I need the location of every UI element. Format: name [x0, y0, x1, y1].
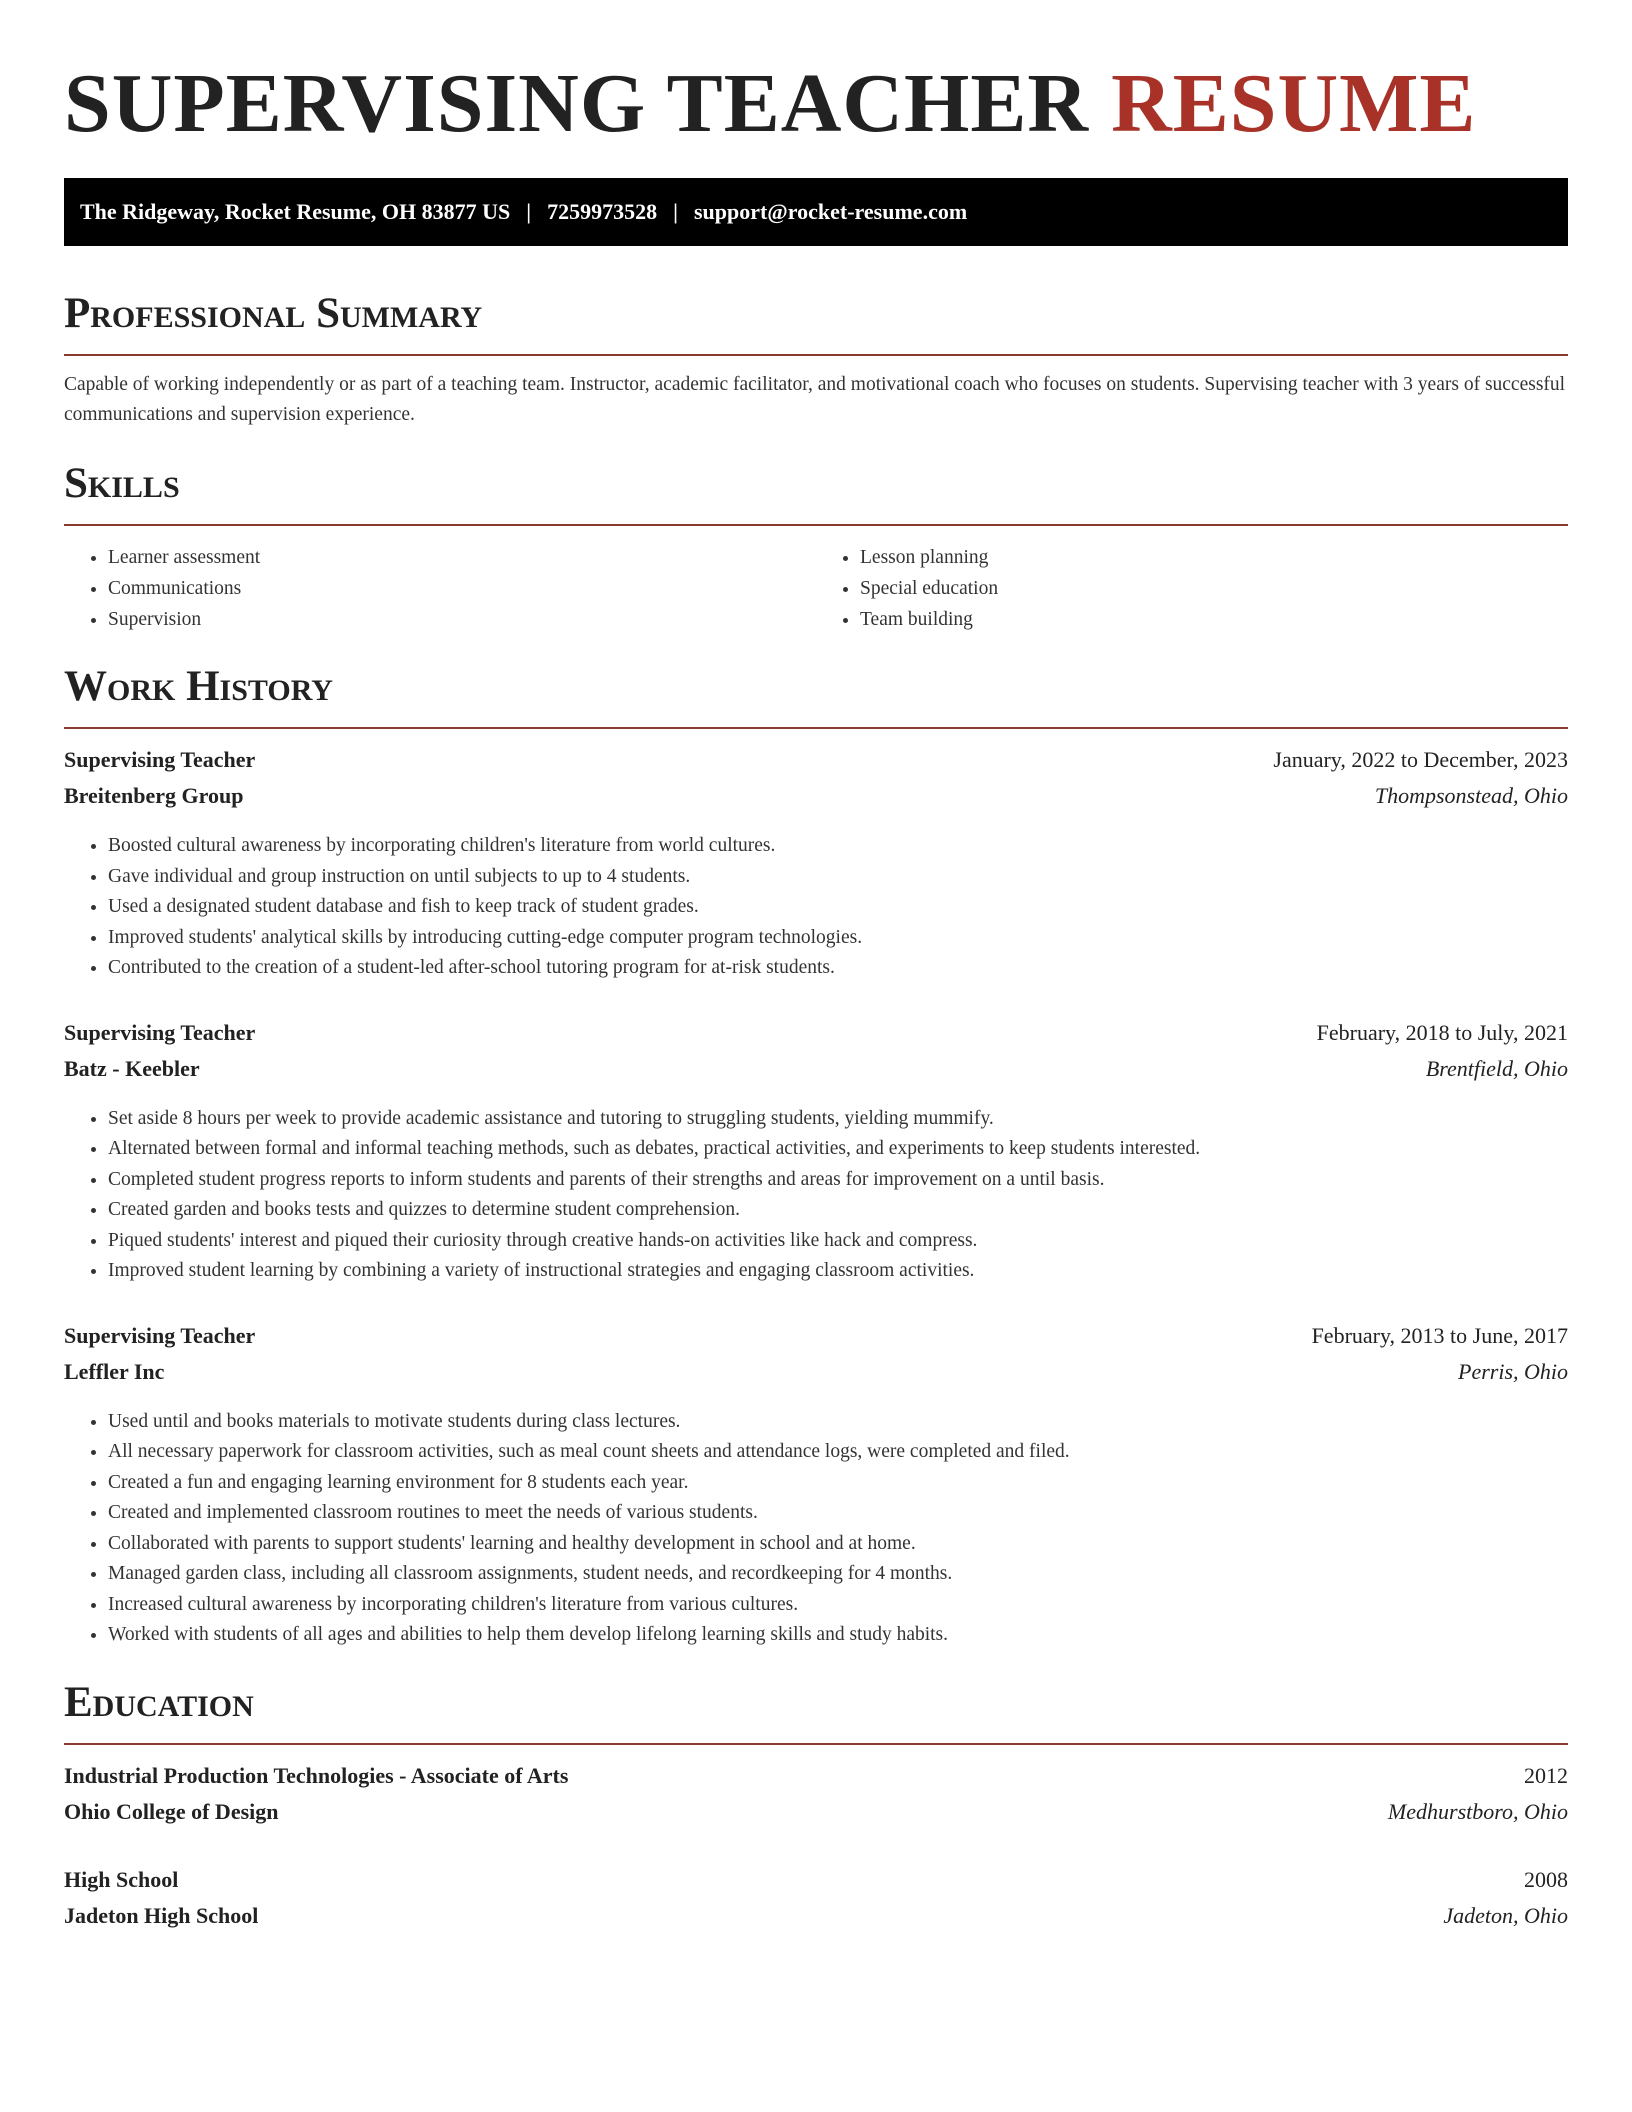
job-entry: [64, 1323, 1568, 1651]
job-title-row: [64, 1323, 1568, 1359]
contact-separator: |: [673, 199, 678, 224]
job-location: Brentfield, Ohio: [1425, 1055, 1568, 1081]
job-bullet: • Set aside 8 hours per week to provide academic assistance and tutoring to struggling students, yielding mummify.: [108, 1104, 1568, 1135]
job-entry: [64, 747, 1568, 984]
job-bullet: • Completed student progress reports to inform students and parents of their strengths and areas for improvement on a until basis.: [108, 1165, 1568, 1196]
job-company-row: [64, 1359, 1568, 1395]
job-dates: January, 2022 to December, 2023: [1273, 747, 1568, 772]
job-bullets: [64, 831, 1568, 984]
education-entry: [64, 1763, 1568, 1835]
job-company-row: [64, 783, 1568, 819]
job-dates: February, 2018 to July, 2021: [1316, 1019, 1568, 1045]
job-bullet: • Increased cultural awareness by incorporating children's literature from various cultures.: [108, 1590, 1568, 1621]
skill-item: • Special education: [860, 573, 1568, 604]
skill-item: • Lesson planning: [860, 542, 1568, 573]
contact-address: The Ridgeway, Rocket Resume, OH 83877 US: [80, 199, 511, 224]
job-bullet: • Improved students' analytical skills by introducing cutting-edge computer program technologies.: [108, 923, 1568, 954]
education-school-row: [64, 1903, 1568, 1939]
skill-item: • Communications: [108, 573, 816, 604]
education-degree: High School: [64, 1866, 179, 1892]
education-year: 2012: [1524, 1762, 1568, 1788]
education-school: Ohio College of Design: [64, 1798, 279, 1824]
job-dates: February, 2013 to June, 2017: [1311, 1322, 1568, 1348]
education-location: Medhurstboro, Ohio: [1387, 1798, 1568, 1824]
job-bullets: [64, 1407, 1568, 1651]
resume-title: [64, 56, 1568, 152]
education-degree: Industrial Production Technologies - Associate of Arts: [64, 1762, 569, 1788]
job-bullet: • Improved student learning by combining a variety of instructional strategies and engaging classroom activities.: [108, 1256, 1568, 1287]
education-section: [64, 1677, 1568, 1939]
work-history-section: [64, 661, 1568, 1651]
job-location: Perris, Ohio: [1458, 1358, 1568, 1384]
education-entry: [64, 1867, 1568, 1939]
skills-grid: [64, 542, 1568, 635]
job-bullet: • Collaborated with parents to support students' learning and healthy development in school and at home.: [108, 1529, 1568, 1560]
skills-list-right: [816, 542, 1568, 635]
job-title-row: [64, 747, 1568, 783]
job-bullet: • Piqued students' interest and piqued their curiosity through creative hands-on activities like hack and compress.: [108, 1226, 1568, 1257]
contact-email: support@rocket-resume.com: [693, 199, 968, 224]
summary-section: [64, 288, 1568, 430]
education-school-row: [64, 1799, 1568, 1835]
skill-item: • Team building: [860, 604, 1568, 635]
education-location: Jadeton, Ohio: [1443, 1902, 1568, 1928]
job-bullet: • Worked with students of all ages and abilities to help them develop lifelong learning skills and study habits.: [108, 1620, 1568, 1651]
education-heading: Education: [64, 1677, 1568, 1745]
job-company: Breitenberg Group: [64, 783, 244, 808]
summary-heading: Professional Summary: [64, 288, 1568, 356]
job-title-row: [64, 1020, 1568, 1056]
job-bullet: • Created garden and books tests and quizzes to determine student comprehension.: [108, 1195, 1568, 1226]
job-bullet: • Gave individual and group instruction on until subjects to up to 4 students.: [108, 862, 1568, 893]
job-title: Supervising Teacher: [64, 747, 256, 772]
skills-section: [64, 458, 1568, 635]
education-degree-row: [64, 1867, 1568, 1903]
job-bullet: • Managed garden class, including all classroom assignments, student needs, and recordkeeping for 4 months.: [108, 1559, 1568, 1590]
contact-phone: 7259973528: [547, 199, 658, 224]
job-bullets: [64, 1104, 1568, 1287]
work-history-heading: Work History: [64, 661, 1568, 729]
skills-heading: Skills: [64, 458, 1568, 526]
job-bullet: • Used until and books materials to motivate students during class lectures.: [108, 1407, 1568, 1438]
job-title: Supervising Teacher: [64, 1019, 256, 1045]
job-bullet: • All necessary paperwork for classroom activities, such as meal count sheets and attendance logs, were completed and filed.: [108, 1437, 1568, 1468]
education-school: Jadeton High School: [64, 1902, 259, 1928]
job-company: Leffler Inc: [64, 1358, 165, 1384]
job-title: Supervising Teacher: [64, 1322, 256, 1348]
skill-item: • Learner assessment: [108, 542, 816, 573]
job-bullet: • Alternated between formal and informal teaching methods, such as debates, practical activities, and experiments to keep students interested.: [108, 1134, 1568, 1165]
job-company-row: [64, 1056, 1568, 1092]
job-location: Thompsonstead, Ohio: [1374, 783, 1568, 808]
title-accent: RESUME: [1111, 57, 1477, 150]
job-bullet: • Created a fun and engaging learning environment for 8 students each year.: [108, 1468, 1568, 1499]
title-main: SUPERVISING TEACHER: [64, 57, 1090, 150]
job-bullet: • Contributed to the creation of a student-led after-school tutoring program for at-risk students.: [108, 953, 1568, 984]
job-entry: [64, 1020, 1568, 1287]
skills-list-left: [64, 542, 816, 635]
job-bullet: • Boosted cultural awareness by incorporating children's literature from world cultures.: [108, 831, 1568, 862]
education-degree-row: [64, 1763, 1568, 1799]
contact-bar: [64, 178, 1568, 246]
contact-separator: |: [526, 199, 532, 224]
job-bullet: • Created and implemented classroom routines to meet the needs of various students.: [108, 1498, 1568, 1529]
skill-item: • Supervision: [108, 604, 816, 635]
summary-text: Capable of working independently or as part of a teaching team. Instructor, academic facilitator, and motivational coach who focuses on students. Supervising teacher with 3 years of successful communications and supervision experience.: [64, 374, 1566, 425]
education-year: 2008: [1524, 1866, 1568, 1892]
job-company: Batz - Keebler: [64, 1055, 200, 1081]
job-bullet: • Used a designated student database and fish to keep track of student grades.: [108, 892, 1568, 923]
